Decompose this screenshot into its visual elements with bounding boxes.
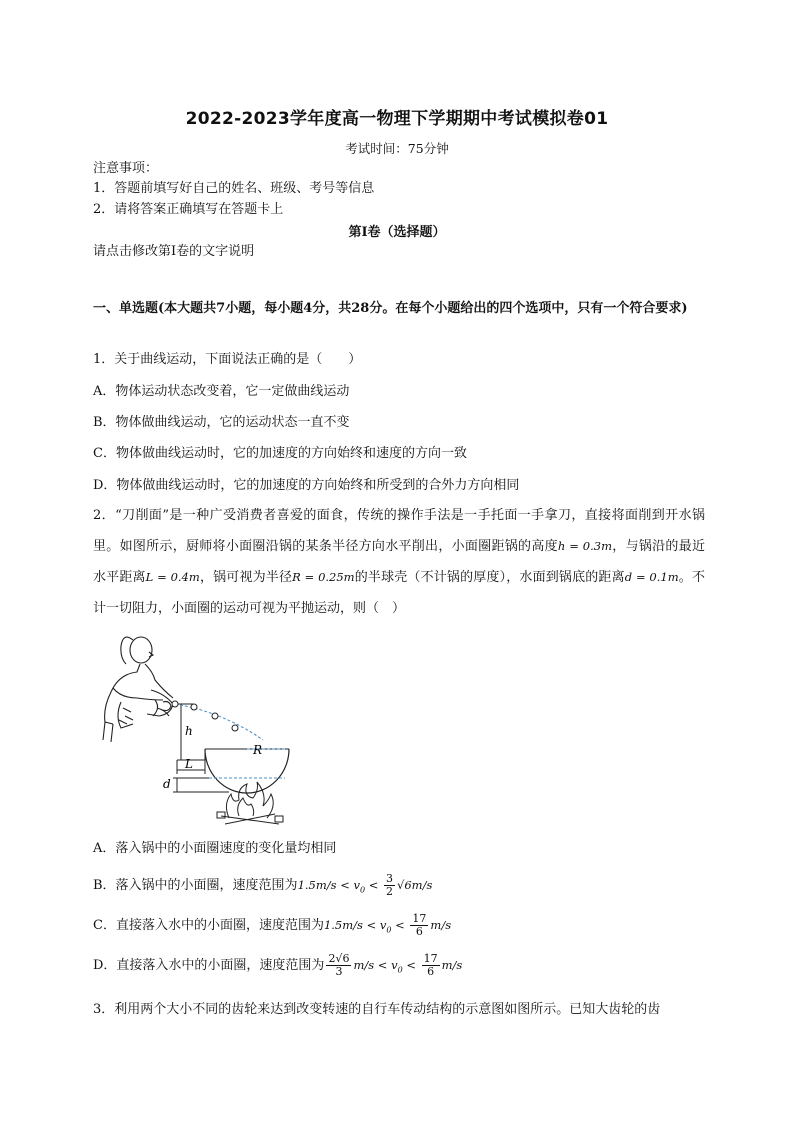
q1-option-b: B．物体做曲线运动，它的运动状态一直不变 <box>93 415 350 430</box>
q2-option-d-lt: < <box>402 958 420 972</box>
q1-option-d: D．物体做曲线运动时，它的加速度的方向始终和所受到的合外力方向相同 <box>93 478 520 493</box>
q2-option-d-fraction-1 <box>326 953 351 978</box>
q2-option-c-text: C．直接落入水中的小面圈，速度范围为 <box>93 918 324 933</box>
q2-h-value: h = 0.3m <box>557 539 613 553</box>
q3-stem: 3．利用两个大小不同的齿轮来达到改变转速的自行车传动结构的示意图如图所示。已知大齿轮的齿 <box>93 1002 661 1017</box>
q2-option-d <box>93 950 462 986</box>
noodle-dot <box>212 713 218 719</box>
q2-stem-part-4: 的半球壳（不计锅的厚度），水面到锅底的距离 <box>354 570 625 585</box>
q2-stem-part-5: 。不计一切阻力，小面圈的运动可视为平抛运动，则（ ） <box>93 570 705 616</box>
q2-option-c <box>93 910 451 946</box>
q2-option-c-tail: m/s <box>430 918 452 932</box>
noodle-dot <box>232 725 238 731</box>
q2-option-b-left: 1.5m/s < v <box>297 878 360 892</box>
q2-option-a: A．落入锅中的小面圈速度的变化量均相同 <box>93 841 337 856</box>
figure-label-h: h <box>185 724 193 738</box>
q2-option-b-lt: < <box>365 878 383 892</box>
notes-item-1: 1．答题前填写好自己的姓名、班级、考号等信息 <box>93 181 375 196</box>
figure-label-d: d <box>163 777 171 791</box>
figure-label-L: L <box>185 757 193 771</box>
section-heading: 一、单选题(本大题共7小题，每小题4分，共28分。在每个小题给出的四个选项中，只有一个符合要求) <box>93 301 688 316</box>
q2-option-b <box>93 870 432 906</box>
q2-option-d-text: D．直接落入水中的小面圈，速度范围为 <box>93 958 325 973</box>
q2-L-value: L = 0.4m <box>145 570 200 584</box>
exam-title: 2022-2023学年度高一物理下学期期中考试模拟卷01 <box>185 109 609 129</box>
q2-option-d-numerator-1: 2√6 <box>328 952 350 965</box>
q2-option-c-denominator: 6 <box>415 925 423 938</box>
q2-stem-part-3: ，锅可视为半径 <box>199 570 293 585</box>
notes-item-2: 2．请将答案正确填写在答题卡上 <box>93 202 284 217</box>
q2-option-b-sub: 0 <box>359 885 366 895</box>
q2-option-c-left: 1.5m/s < v <box>323 918 387 932</box>
q2-option-b-fraction <box>384 873 395 898</box>
q2-option-d-mid: m/s < v <box>353 958 398 972</box>
q2-stem-part-2: ，与锅沿的最近水平距离 <box>93 539 705 585</box>
notes-heading: 注意事项： <box>93 161 159 176</box>
pot-bowl <box>205 749 289 793</box>
q2-option-d-sub: 0 <box>397 965 403 975</box>
q1-stem: 1．关于曲线运动，下面说法正确的是（ ） <box>93 352 362 367</box>
volume-title: 第Ⅰ卷（选择题） <box>348 225 446 240</box>
q2-option-d-tail: m/s <box>441 958 463 972</box>
q2-d-value: d = 0.1m <box>624 570 679 584</box>
chef-illustration <box>103 637 173 742</box>
q2-option-c-lt: < <box>391 918 409 932</box>
q2-option-d-denominator-1: 3 <box>335 965 343 978</box>
q2-option-c-fraction <box>410 913 428 938</box>
q2-option-b-text: B．落入锅中的小面圈，速度范围为 <box>93 878 298 893</box>
q2-option-c-numerator: 17 <box>412 912 427 925</box>
volume-hint[interactable]: 请点击修改第Ⅰ卷的文字说明 <box>93 244 255 259</box>
q2-option-d-numerator-2: 17 <box>423 952 438 965</box>
q2-figure-chef-pot <box>93 628 293 828</box>
q1-option-c: C．物体做曲线运动时，它的加速度的方向始终和速度的方向一致 <box>93 446 467 461</box>
q2-option-d-denominator-2: 6 <box>427 965 435 978</box>
q2-option-b-tail: √6m/s <box>397 878 433 892</box>
noodle-dot <box>191 704 197 710</box>
q2-option-c-sub: 0 <box>386 925 392 935</box>
q2-option-b-numerator: 3 <box>386 872 394 885</box>
q2-option-b-denominator: 2 <box>386 885 394 898</box>
q2-stem-part-1: 2．“刀削面”是一种广受消费者喜爱的面食，传统的操作手法是一手托面一手拿刀，直接将面削到开水锅里。如图所示，厨师将小面圈沿锅的某条半径方向水平削出，小面圈距锅的高度 <box>93 508 705 554</box>
q1-option-a: A．物体运动状态改变着，它一定做曲线运动 <box>93 384 350 399</box>
noodle-dot <box>172 701 178 707</box>
q2-stem <box>93 500 705 624</box>
q2-R-value: R = 0.25m <box>292 570 355 584</box>
figure-label-R: R <box>253 743 263 757</box>
exam-time: 考试时间：75分钟 <box>345 141 449 156</box>
q2-option-d-fraction-2 <box>422 953 440 978</box>
